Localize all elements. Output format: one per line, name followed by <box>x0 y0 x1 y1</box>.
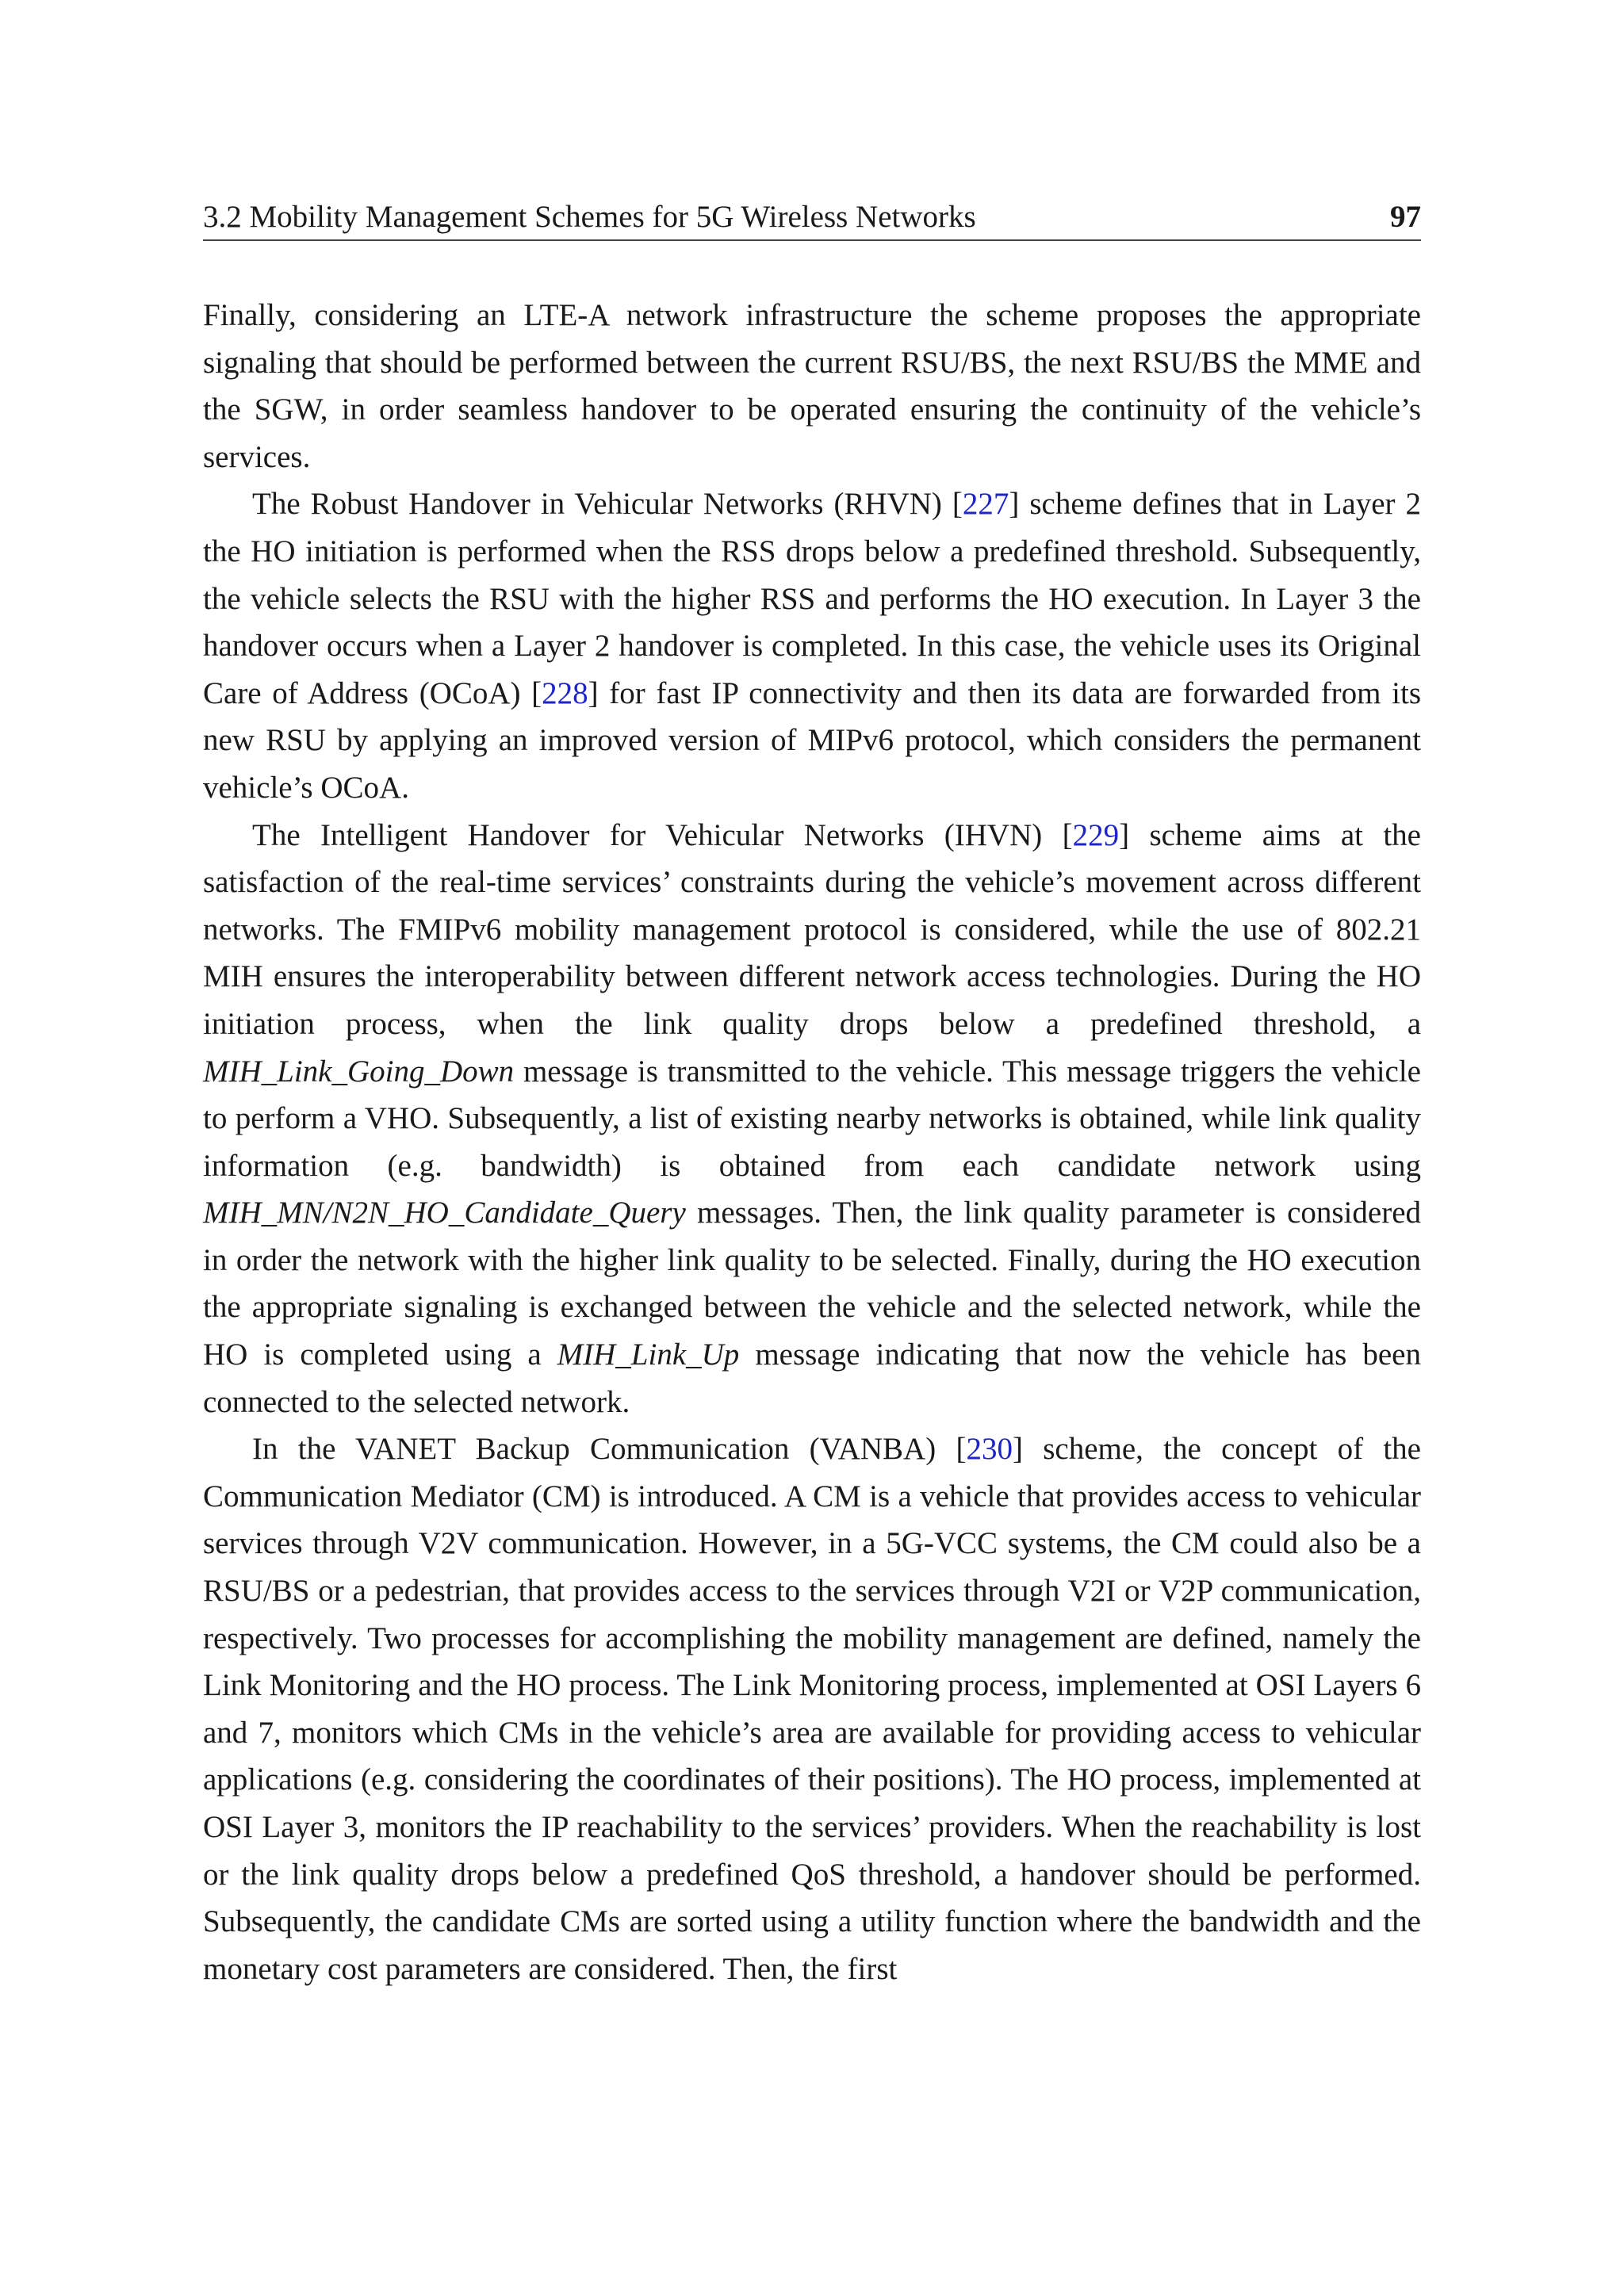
paragraph-handover-signaling <box>203 292 1421 480</box>
section-title: 3.2 Mobility Management Schemes for 5G Wireless Networks <box>203 200 976 234</box>
paragraph-text: The Robust Handover in Vehicular Networks (RHVN) [ <box>252 487 963 522</box>
citation-link[interactable]: 230 <box>966 1432 1013 1467</box>
paragraph-text: message is transmitted to the vehicle. This message triggers the vehicle to perform a VHO. Subsequently, a list of existing nearby networks is obtained, while link quality information (e.g. bandwidth) is obtained from each candidate network using <box>203 1054 1421 1183</box>
message-name: MIH_MN/N2N_HO_Candidate_Query <box>203 1196 686 1230</box>
paragraph-text: messages. Then, the link quality parameter is considered in order the network with the higher link quality to be selected. Finally, during the HO execution the appropriate signaling is exchanged between the vehicle and the selected network, while the HO is completed using a <box>203 1196 1421 1372</box>
paragraph-rhvn <box>203 480 1421 811</box>
paragraph-text: message indicating that now the vehicle has been connected to the selected network. <box>203 1337 1421 1419</box>
citation-link[interactable]: 227 <box>962 487 1009 522</box>
paragraph-text: Finally, considering an LTE-A network infrastructure the scheme proposes the appropriate signaling that should be performed between the current RSU/BS, the next RSU/BS the MME and the SGW, in order seamless handover to be operated ensuring the continuity of the vehicle’s services. <box>203 298 1421 474</box>
paragraph-text: ] scheme, the concept of the Communication Mediator (CM) is introduced. A CM is a vehicle that provides access to vehicular services through V2V communication. However, in a 5G-VCC systems, the CM could also be a RSU/BS or a pedestrian, that provides access to the services through V2I or V2P communication, respectively. Two processes for accomplishing the mobility management are defined, namely the Link Monitoring and the HO process. The Link Monitoring process, implemented at OSI Layers 6 and 7, monitors which CMs in the vehicle’s area are available for providing access to vehicular applications (e.g. considering the coordinates of their positions). The HO process, implemented at OSI Layer 3, monitors the IP reachability to the services’ providers. When the reachability is lost or the link quality drops below a predefined QoS threshold, a handover should be performed. Subsequently, the candidate CMs are sorted using a utility function where the bandwidth and the monetary cost parameters are considered. Then, the first <box>203 1432 1421 1986</box>
citation-link[interactable]: 229 <box>1072 817 1120 852</box>
paragraph-vanba <box>203 1425 1421 1992</box>
paragraph-text: ] scheme aims at the satisfaction of the real-time services’ constraints during the vehicle’s movement across different networks. The FMIPv6 mobility management protocol is considered, while the use of 802.21 MIH ensures the interoperability between different network access technologies. During the HO initiation process, when the link quality drops below a predefined threshold, a <box>203 817 1421 1041</box>
page-number: 97 <box>1390 200 1421 234</box>
message-name: MIH_Link_Going_Down <box>203 1054 515 1089</box>
message-name: MIH_Link_Up <box>557 1337 740 1372</box>
paragraph-text: In the VANET Backup Communication (VANBA) [ <box>252 1432 967 1467</box>
running-header <box>203 190 1421 241</box>
body-text <box>203 292 1421 1992</box>
paragraph-ihvn <box>203 812 1421 1426</box>
paragraph-text: ] scheme defines that in Layer 2 the HO initiation is performed when the RSS drops below a predefined threshold. Subsequently, the vehicle selects the RSU with the higher RSS and performs the HO execution. In Layer 3 the handover occurs when a Layer 2 handover is completed. In this case, the vehicle uses its Original Care of Address (OCoA) [ <box>203 487 1421 710</box>
citation-link[interactable]: 228 <box>542 675 588 710</box>
paragraph-text: ] for fast IP connectivity and then its data are forwarded from its new RSU by applying an improved version of MIPv6 protocol, which considers the permanent vehicle’s OCoA. <box>203 675 1421 805</box>
paragraph-text: The Intelligent Handover for Vehicular Networks (IHVN) [ <box>252 817 1073 852</box>
